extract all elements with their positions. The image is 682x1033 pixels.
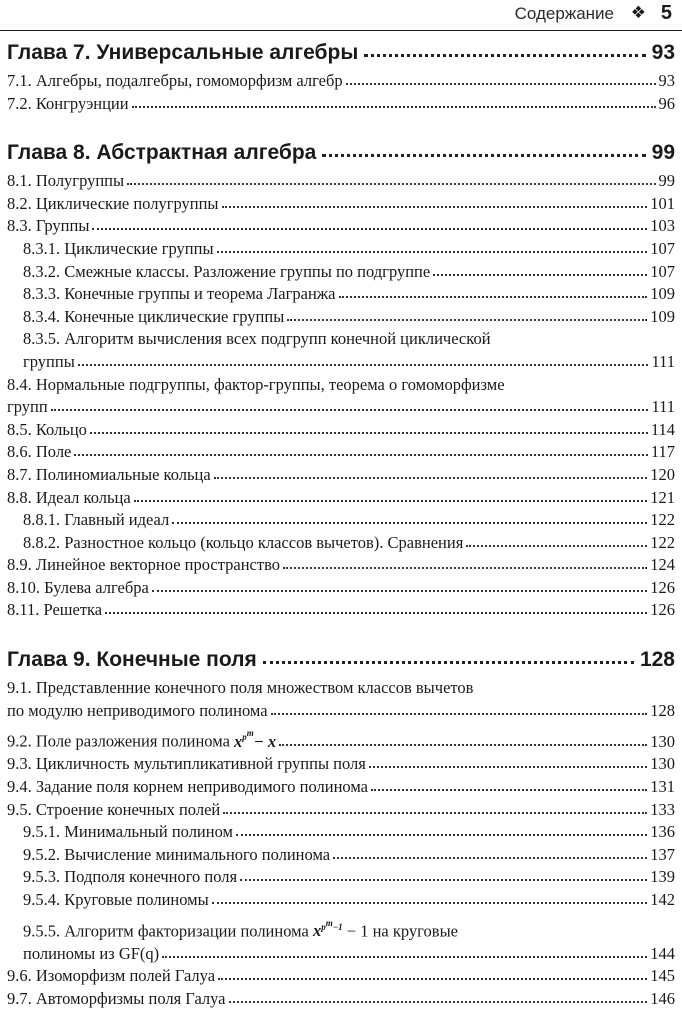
entry-page: 131 <box>650 776 675 796</box>
entry-page: 146 <box>650 988 675 1008</box>
entry-title: 8.8. Идеал кольца <box>7 487 131 507</box>
table-of-contents <box>7 38 675 1033</box>
entry-page: 126 <box>650 600 675 620</box>
leader-dots <box>346 82 656 85</box>
entry-page: 114 <box>650 419 675 439</box>
entry-title-line-1: 9.5.5. Алгоритм факторизации полинома $x^{p^m-1} - 1$ на круговые <box>23 917 458 940</box>
entry-page: 117 <box>650 442 675 462</box>
math-formula: $x^{p^m-1}$ <box>312 917 343 940</box>
leader-dots <box>364 53 645 57</box>
toc-entry-9-5-4[interactable] <box>7 889 675 912</box>
entry-page: 130 <box>650 754 675 774</box>
entry-page: 109 <box>650 284 675 304</box>
leader-dots <box>92 227 647 230</box>
entry-page: 144 <box>650 943 675 963</box>
toc-entry-8-3[interactable] <box>7 215 675 238</box>
toc-entry-8-3-4[interactable] <box>7 306 675 329</box>
leader-dots <box>322 153 645 157</box>
leader-dots <box>240 878 647 881</box>
entry-page: 122 <box>650 510 675 530</box>
chapter-page: 128 <box>639 648 675 672</box>
toc-entry-8-3-1[interactable] <box>7 238 675 261</box>
toc-entry-8-10[interactable] <box>7 577 675 600</box>
entry-title: 9.5.3. Подполя конечного поля <box>23 867 238 887</box>
toc-entry-8-7[interactable] <box>7 464 675 487</box>
page-header <box>0 0 682 31</box>
entry-title-line-2: группы <box>23 351 75 371</box>
math-formula: $x^{p^m}- x$ <box>234 728 277 751</box>
entry-page: 93 <box>658 71 675 90</box>
entry-title: 8.3. Группы <box>7 216 90 236</box>
entry-page: 99 <box>658 171 675 191</box>
leader-dots <box>127 182 655 185</box>
leader-dots <box>78 363 649 366</box>
toc-entry-8-8-1[interactable] <box>7 509 675 532</box>
entry-page: 133 <box>650 799 675 819</box>
chapter-7-heading[interactable] <box>7 38 675 68</box>
entry-title: 8.3.1. Циклические группы <box>23 238 214 258</box>
chapter-page: 93 <box>651 41 675 64</box>
entry-title: 8.2. Циклические полугруппы <box>7 193 219 213</box>
leader-dots <box>134 499 648 502</box>
chapter-7 <box>7 38 675 115</box>
entry-page: 109 <box>650 306 675 326</box>
toc-entry-9-2[interactable] <box>7 722 675 753</box>
entry-page: 142 <box>650 889 675 909</box>
toc-entry-9-5-1[interactable] <box>7 821 675 844</box>
toc-entry-9-5[interactable] <box>7 799 675 822</box>
entry-page: 107 <box>650 261 675 281</box>
entry-page: 128 <box>650 700 675 720</box>
toc-entry-8-8-2[interactable] <box>7 532 675 555</box>
entry-title: 9.3. Цикличность мультипликативной группы поля <box>7 754 366 774</box>
toc-entry-9-5-5[interactable] <box>7 912 675 966</box>
entry-title: 8.7. Полиномиальные кольца <box>7 464 211 484</box>
leader-dots <box>223 811 647 814</box>
entry-title: 8.5. Кольцо <box>7 419 87 439</box>
entry-page: 136 <box>650 822 675 842</box>
toc-entry-8-3-2[interactable] <box>7 261 675 284</box>
entry-page: 120 <box>650 464 675 484</box>
leader-dots <box>172 521 647 524</box>
leader-dots <box>369 765 647 768</box>
toc-entry-7-1[interactable] <box>7 70 675 93</box>
ornament-icon: ❖ <box>630 3 646 23</box>
toc-entry-8-4[interactable] <box>7 374 675 419</box>
running-title: Содержание <box>514 4 614 23</box>
entry-page: 122 <box>650 532 675 552</box>
entry-page: 107 <box>650 238 675 258</box>
leader-dots <box>279 743 647 746</box>
entry-title: 9.5.1. Минимальный полином <box>23 822 233 842</box>
entry-page: 126 <box>650 577 675 597</box>
leader-dots <box>271 712 648 715</box>
entry-title: 9.2. Поле разложения полинома $x^{p^m}- x$ <box>7 728 277 751</box>
entry-title: 7.2. Конгруэнции <box>7 93 129 113</box>
entry-title: 9.4. Задание поля корнем неприводимого полинома <box>7 776 369 796</box>
leader-dots <box>212 901 648 904</box>
leader-dots <box>287 318 647 321</box>
entry-page: 130 <box>650 731 675 751</box>
leader-dots <box>152 589 647 592</box>
entry-title: 9.6. Изоморфизм полей Галуа <box>7 966 216 986</box>
leader-dots <box>466 544 647 547</box>
entry-title: 8.9. Линейное векторное пространство <box>7 555 280 575</box>
entry-title: 9.5.2. Вычисление минимального полинома <box>23 844 331 864</box>
toc-entry-7-2[interactable] <box>7 93 675 116</box>
chapter-title: Глава 7. Универсальные алгебры <box>7 41 359 64</box>
entry-title: 8.3.2. Смежные классы. Разложение группы по подгруппе <box>23 261 431 281</box>
entry-title: 7.1. Алгебры, подалгебры, гомоморфизм алгебр <box>7 71 343 90</box>
chapter-9-heading[interactable] <box>7 645 675 675</box>
chapter-8 <box>7 138 675 622</box>
toc-entry-9-7[interactable] <box>7 988 675 1011</box>
entry-page: 103 <box>650 216 675 236</box>
chapter-9 <box>7 645 675 1010</box>
entry-page: 111 <box>651 351 675 371</box>
leader-dots <box>371 788 647 791</box>
leader-dots <box>90 431 648 434</box>
entry-title-line-2: полиномы из GF(q) <box>23 943 160 963</box>
entry-page: 121 <box>650 487 675 507</box>
chapter-8-heading[interactable] <box>7 138 675 168</box>
entry-title: 8.11. Решетка <box>7 600 103 620</box>
leader-dots <box>132 105 656 108</box>
page-number: 5 <box>660 2 672 24</box>
toc-entry-9-5-2[interactable] <box>7 844 675 867</box>
chapter-page: 99 <box>651 141 675 165</box>
toc-entry-8-8[interactable] <box>7 487 675 510</box>
leader-dots <box>433 273 647 276</box>
toc-entry-8-3-5[interactable] <box>7 328 675 373</box>
entry-title-line-1: 8.4. Нормальные подгруппы, фактор-группы, теорема о гомоморфизме <box>7 374 505 394</box>
entry-title: 8.3.3. Конечные группы и теорема Лагранжа <box>23 284 336 304</box>
leader-dots <box>236 833 647 836</box>
entry-title: 8.1. Полугруппы <box>7 171 125 191</box>
toc-entry-9-1[interactable] <box>7 677 675 722</box>
entry-page: 101 <box>650 193 675 213</box>
leader-dots <box>333 856 647 859</box>
toc-entry-9-3[interactable] <box>7 753 675 776</box>
leader-dots <box>229 1000 648 1003</box>
entry-title: 8.3.4. Конечные циклические группы <box>23 306 285 326</box>
entry-page: 96 <box>658 93 675 113</box>
leader-dots <box>74 453 647 456</box>
leader-dots <box>222 205 648 208</box>
entry-page: 139 <box>650 867 675 887</box>
toc-entry-9-5-3[interactable] <box>7 866 675 889</box>
toc-entry-8-3-3[interactable] <box>7 283 675 306</box>
leader-dots <box>283 566 647 569</box>
entry-title: 9.5.4. Круговые полиномы <box>23 889 209 909</box>
entry-title: 8.6. Поле <box>7 442 72 462</box>
entry-page: 137 <box>650 844 675 864</box>
toc-entry-8-5[interactable] <box>7 419 675 442</box>
toc-entry-8-11[interactable] <box>7 599 675 622</box>
leader-dots <box>162 955 647 958</box>
entry-title-line-2: по модулю неприводимого полинома <box>7 700 268 720</box>
entry-title: 8.10. Булева алгебра <box>7 577 149 597</box>
toc-entry-8-2[interactable] <box>7 193 675 216</box>
leader-dots <box>218 977 647 980</box>
leader-dots <box>51 408 649 411</box>
entry-title: 8.8.1. Главный идеал <box>23 510 170 530</box>
leader-dots <box>263 660 634 664</box>
entry-title: 9.5. Строение конечных полей <box>7 799 221 819</box>
entry-title: 9.7. Автоморфизмы поля Галуа <box>7 988 226 1008</box>
leader-dots <box>214 476 648 479</box>
leader-dots <box>339 295 648 298</box>
toc-entry-8-9[interactable] <box>7 554 675 577</box>
entry-page: 145 <box>650 966 675 986</box>
entry-title-line-2: групп <box>7 397 48 417</box>
entry-page: 111 <box>651 397 675 417</box>
toc-entry-9-6[interactable] <box>7 965 675 988</box>
chapter-title: Глава 9. Конечные поля <box>7 648 257 672</box>
leader-dots <box>217 250 648 253</box>
toc-entry-8-6[interactable] <box>7 441 675 464</box>
toc-entry-9-4[interactable] <box>7 776 675 799</box>
entry-title-line-1: 9.1. Представленние конечного поля множеством классов вычетов <box>7 678 474 698</box>
entry-title-line-1: 8.3.5. Алгоритм вычисления всех подгрупп конечной циклической <box>23 329 491 349</box>
entry-title: 8.8.2. Разностное кольцо (кольцо классов вычетов). Сравнения <box>23 532 464 552</box>
entry-page: 124 <box>650 555 675 575</box>
chapter-title: Глава 8. Абстрактная алгебра <box>7 141 317 165</box>
toc-entry-8-1[interactable] <box>7 170 675 193</box>
leader-dots <box>105 611 647 614</box>
